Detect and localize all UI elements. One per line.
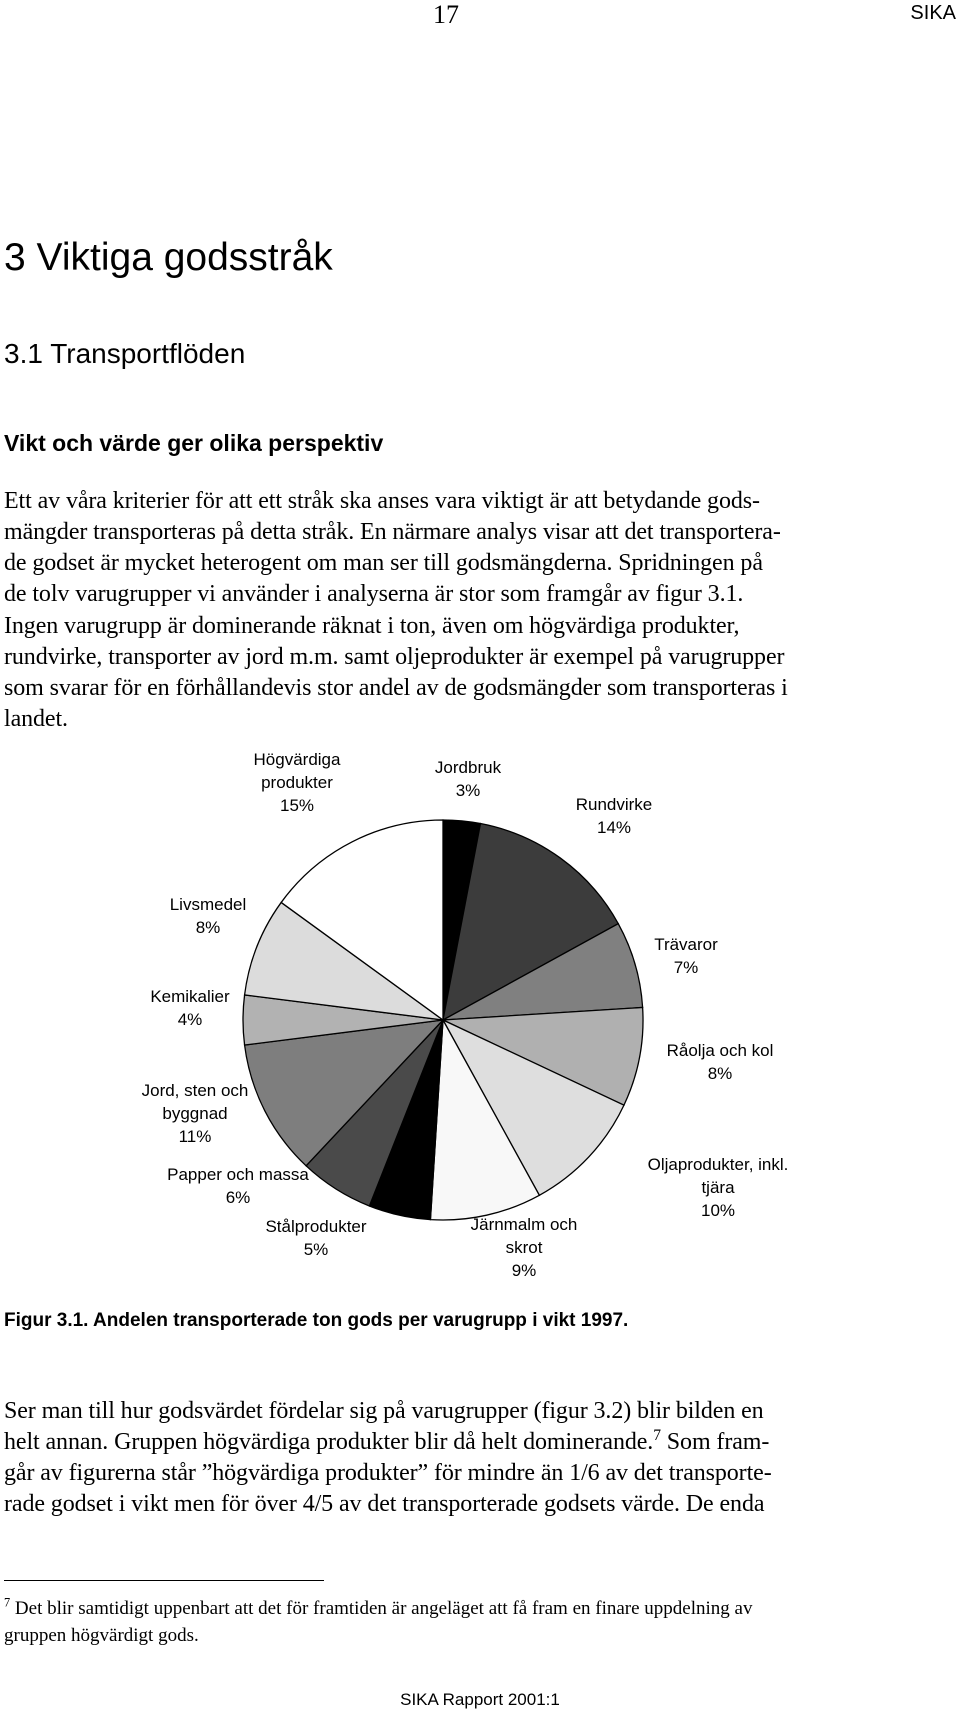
figure-caption: Figur 3.1. Andelen transporterade ton gods per varugrupp i vikt 1997. [4,1310,629,1331]
slice-label-line: 6% [225,1188,251,1207]
slice-label [142,1081,249,1146]
slice-label-line: 9% [511,1261,537,1280]
slice-label-line: 7% [673,958,699,977]
paragraph-line-text: Ser man till hur godsvärdet fördelar sig på varugrupper (figur 3.2) blir bilden en [4,1398,764,1424]
slice-label-line: 15% [279,796,315,815]
paragraph-line: mängder transporteras på detta stråk. En närmare analys visar att det transportera- [4,519,781,545]
slice-label-line: 10% [700,1201,736,1220]
slice-label [648,1155,789,1220]
slice-label [254,750,341,815]
slice-label [167,1165,309,1207]
slice-label-line: byggnad [162,1104,228,1123]
paragraph-line [4,1460,772,1487]
paragraph-line: Ett av våra kriterier för att ett stråk ska anses vara viktigt är att betydande gods- [4,488,760,514]
slice-label-line: 5% [303,1240,329,1259]
pie-chart [0,740,960,1310]
paragraph-line [4,1429,769,1456]
slice-label [576,795,653,837]
slice-label [667,1041,774,1083]
slice-label [435,758,502,800]
header-brand: SIKA [910,2,956,24]
slice-label-line: Jordbruk [434,758,502,777]
footnote-marker: 7 [4,1595,11,1610]
slice-label-line: Råolja och kol [666,1041,774,1060]
footnote-reference[interactable]: 7 [653,1427,661,1444]
slice-label-line: Trävaror [654,935,718,954]
slice-label [170,895,247,937]
slice-label-line: Stålprodukter [265,1217,367,1236]
slice-label-line: Papper och massa [167,1165,309,1184]
slice-label-line: 14% [596,818,632,837]
slice-label [265,1217,366,1259]
slice-label-line: Högvärdiga [253,750,341,769]
paragraph-line: Ingen varugrupp är dominerande räknat i ton, även om högvärdiga produkter, [4,613,740,639]
paragraph-line: de godset är mycket heterogent om man ser till godsmängderna. Spridningen på [4,550,763,576]
section-title: 3.1 Transportflöden [4,338,246,369]
slice-label-line: 8% [707,1064,733,1083]
paragraph-line-text: går av figurerna står ”högvärdiga produkter” för mindre än 1/6 av det transporte- [4,1460,772,1486]
pie-chart-figure [0,740,960,1310]
paragraph-line [4,1398,764,1425]
footnote-text: Det blir samtidigt uppenbart att det för framtiden är angeläget att få fram en finare uppdelning av [14,1598,753,1619]
slice-label-line: 8% [195,918,221,937]
slice-label-line: Järnmalm och [470,1215,578,1234]
paragraph-line-text: helt annan. Gruppen högvärdiga produkter blir då helt dominerande. [4,1429,654,1455]
slice-label-line: tjära [701,1178,735,1197]
slice-label-line: 3% [455,781,481,800]
footnote-text: gruppen högvärdigt gods. [4,1625,199,1646]
slice-label-line: skrot [505,1238,543,1257]
page-number: 17 [433,0,459,29]
paragraph-line-text: Som fram- [660,1429,770,1455]
slice-label-line: Oljaprodukter, inkl. [647,1155,789,1174]
slice-label [150,987,230,1029]
slice-label [471,1215,578,1280]
subsection-title: Vikt och värde ger olika perspektiv [4,430,384,456]
slice-label-line: 11% [178,1127,212,1146]
paragraph-line: de tolv varugrupper vi använder i analyserna är stor som framgår av figur 3.1. [4,581,744,607]
paragraph-line-text: rade godset i vikt men för över 4/5 av det transporterade godsets värde. De enda [4,1491,765,1517]
footnote-line [4,1595,753,1620]
chapter-title: 3 Viktiga godsstråk [4,236,333,279]
paragraph-line: landet. [4,706,68,732]
slice-label-line: Jord, sten och [141,1081,249,1100]
footnote-line [4,1625,199,1647]
slice-label-line: Rundvirke [575,795,653,814]
pie-slices [243,820,643,1220]
slice-label-line: produkter [261,773,333,792]
footnote-divider [4,1580,324,1581]
slice-label-line: 4% [177,1010,203,1029]
paragraph-line: rundvirke, transporter av jord m.m. samt oljeprodukter är exempel på varugrupper [4,644,785,670]
paragraph-line [4,1491,764,1518]
paragraph-line: som svarar för en förhållandevis stor andel av de godsmängder som transporteras i [4,675,788,701]
footer-text: SIKA Rapport 2001:1 [400,1690,560,1709]
slice-label-line: Livsmedel [169,895,247,914]
slice-label [654,935,718,977]
slice-label-line: Kemikalier [150,987,230,1006]
